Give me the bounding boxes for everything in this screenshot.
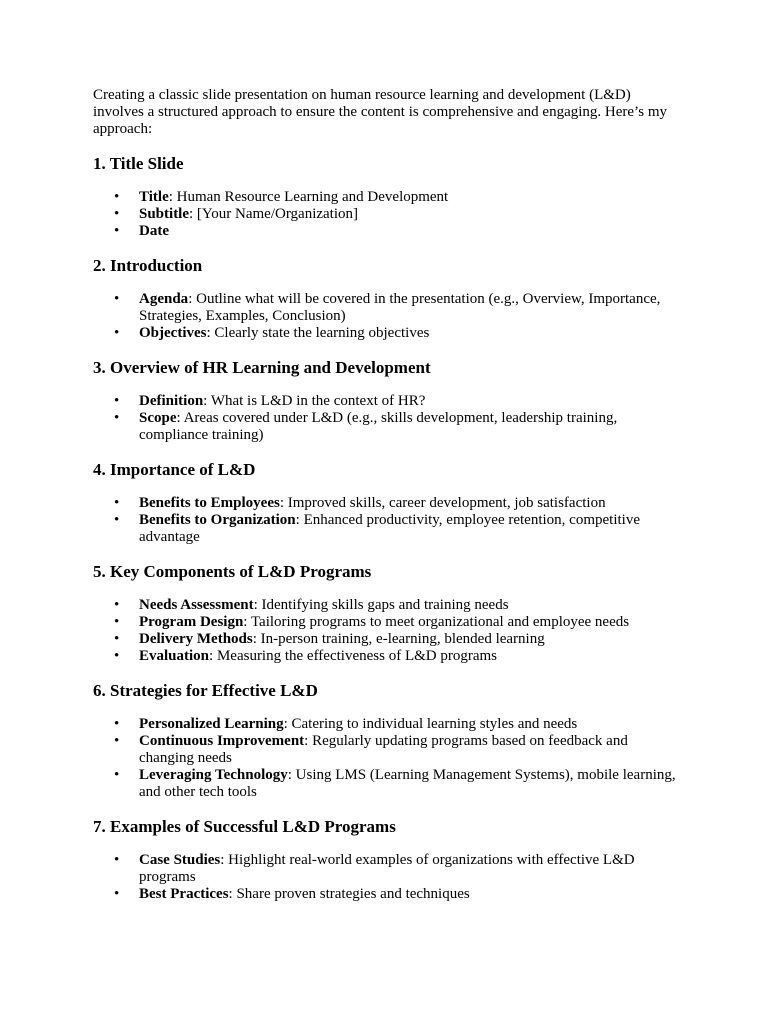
bullet-icon: •: [114, 393, 120, 409]
bullet-icon: •: [114, 223, 120, 239]
section-3: [93, 358, 678, 444]
section-1: [93, 154, 678, 240]
bullet-list: [93, 852, 678, 903]
list-item: • Agenda: Outline what will be covered in the presentation (e.g., Overview, Importance, Strategies, Examples, Conclusion): [114, 291, 661, 324]
list-item: • Definition: What is L&D in the context of HR?: [114, 393, 426, 409]
list-item: • Subtitle: [Your Name/Organization]: [114, 206, 359, 222]
bullet-icon: •: [114, 852, 120, 868]
list-item: • Evaluation: Measuring the effectiveness of L&D programs: [114, 648, 498, 664]
section-title: 5. Key Components of L&D Programs: [93, 562, 372, 581]
list-item: • Benefits to Employees: Improved skills, career development, job satisfaction: [114, 495, 606, 511]
list-item: • Date: [114, 223, 169, 239]
bullet-icon: •: [114, 495, 120, 511]
bullet-icon: •: [114, 716, 120, 732]
bullet-icon: •: [114, 206, 120, 222]
bullet-icon: •: [114, 189, 120, 205]
section-title: 7. Examples of Successful L&D Programs: [93, 817, 396, 836]
list-item: • Best Practices: Share proven strategies and techniques: [114, 886, 470, 902]
list-item: • Objectives: Clearly state the learning objectives: [114, 325, 430, 341]
list-item: • Case Studies: Highlight real-world examples of organizations with effective L&D programs: [114, 852, 635, 885]
section-4: [93, 460, 678, 546]
list-item: • Leveraging Technology: Using LMS (Learning Management Systems), mobile learning, and other tech tools: [114, 767, 676, 800]
intro-paragraph: Creating a classic slide presentation on human resource learning and development (L&D) involves a structured approach to ensure the content is comprehensive and engaging. Here’s my approach:: [93, 87, 667, 137]
bullet-icon: •: [114, 631, 120, 647]
bullet-icon: •: [114, 325, 120, 341]
bullet-list: [93, 597, 678, 665]
section-2: [93, 256, 678, 342]
bullet-list: [93, 291, 678, 342]
list-item: • Title: Human Resource Learning and Development: [114, 189, 449, 205]
document-page: [93, 87, 678, 903]
list-item: • Benefits to Organization: Enhanced productivity, employee retention, competitive advantage: [114, 512, 640, 545]
list-item: • Scope: Areas covered under L&D (e.g., skills development, leadership training, compliance training): [114, 410, 618, 443]
section-title: 2. Introduction: [93, 256, 203, 275]
list-item: • Program Design: Tailoring programs to meet organizational and employee needs: [114, 614, 630, 630]
list-item: • Needs Assessment: Identifying skills gaps and training needs: [114, 597, 509, 613]
list-item: • Personalized Learning: Catering to individual learning styles and needs: [114, 716, 578, 732]
section-title: 6. Strategies for Effective L&D: [93, 681, 318, 700]
section-title: 3. Overview of HR Learning and Development: [93, 358, 431, 377]
bullet-icon: •: [114, 886, 120, 902]
bullet-icon: •: [114, 512, 120, 528]
bullet-list: [93, 189, 678, 240]
bullet-icon: •: [114, 733, 120, 749]
bullet-icon: •: [114, 291, 120, 307]
bullet-list: [93, 393, 678, 444]
bullet-icon: •: [114, 767, 120, 783]
bullet-icon: •: [114, 648, 120, 664]
list-item: • Continuous Improvement: Regularly updating programs based on feedback and changing needs: [114, 733, 628, 766]
bullet-icon: •: [114, 614, 120, 630]
section-6: [93, 681, 678, 801]
list-item: • Delivery Methods: In-person training, e-learning, blended learning: [114, 631, 545, 647]
bullet-icon: •: [114, 410, 120, 426]
bullet-list: [93, 716, 678, 801]
section-5: [93, 562, 678, 665]
bullet-icon: •: [114, 597, 120, 613]
section-7: [93, 817, 678, 903]
bullet-list: [93, 495, 678, 546]
section-title: 1. Title Slide: [93, 154, 184, 173]
section-title: 4. Importance of L&D: [93, 460, 256, 479]
